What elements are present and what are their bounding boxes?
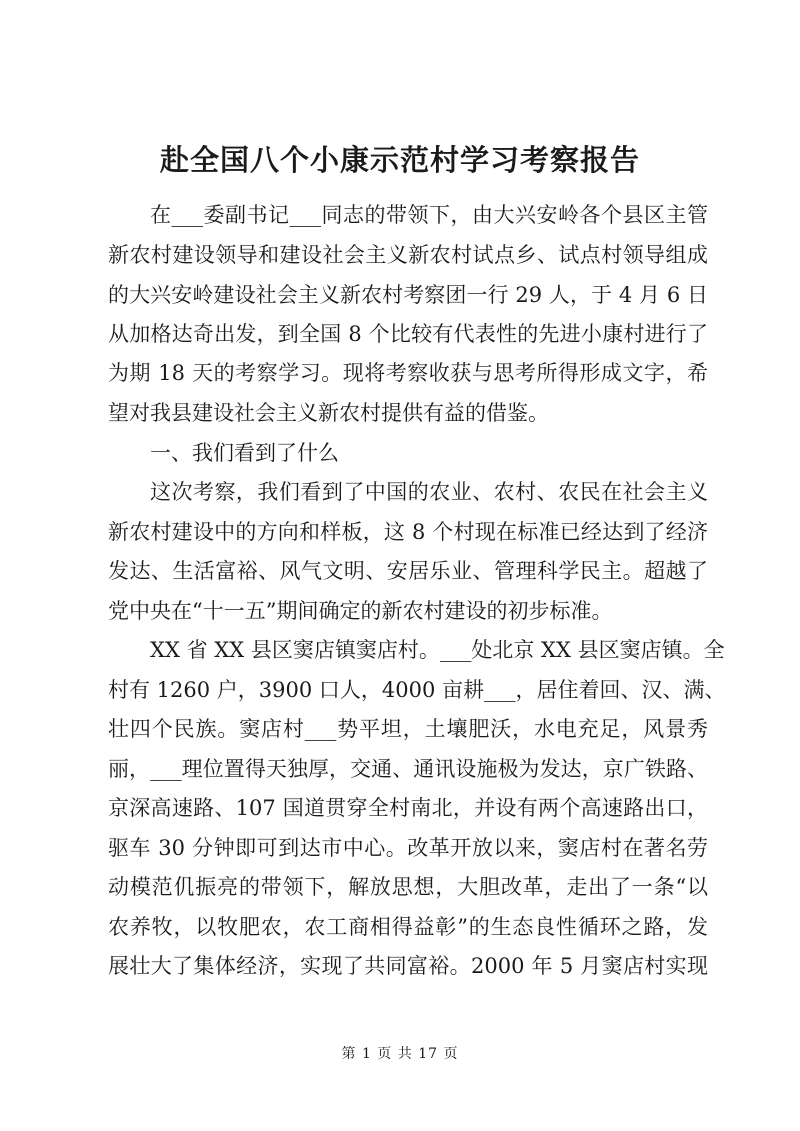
body-line: 驱车 30 分钟即可到达市中心。改革开放以来，窦店村在著名劳 — [108, 836, 708, 860]
body-line: 党中央在“十一五”期间确定的新农村建设的初步标准。 — [108, 599, 613, 623]
body-line: XX 省 XX 县区窦店镇窦店村。___处北京 XX 县区窦店镇。全 — [150, 638, 725, 662]
page-number: 第 1 页 共 17 页 — [341, 1046, 459, 1062]
body-line: 为期 18 天的考察学习。现将考察收获与思考所得形成文字，希 — [108, 361, 708, 385]
body-line: 这次考察，我们看到了中国的农业、农村、农民在社会主义 — [150, 480, 708, 504]
body-line: 在___委副书记___同志的带领下，由大兴安岭各个县区主管 — [150, 203, 708, 227]
body-line: 的大兴安岭建设社会主义新农村考察团一行 29 人，于 4 月 6 日 — [108, 283, 708, 307]
section-heading: 一、我们看到了什么 — [150, 441, 339, 465]
body-line: 壮四个民族。窦店村___势平坦，土壤肥沃，水电充足，风景秀 — [108, 717, 708, 741]
body-line: 新农村建设中的方向和样板，这 8 个村现在标准已经达到了经济 — [108, 520, 708, 544]
body-line: 新农村建设领导和建设社会主义新农村试点乡、试点村领导组成 — [108, 243, 708, 267]
page-title: 赴全国八个小康示范村学习考察报告 — [159, 143, 640, 177]
body-line: 望对我县建设社会主义新农村提供有益的借鉴。 — [108, 401, 549, 425]
body-line: 动模范仉振亮的带领下，解放思想，大胆改革，走出了一条“以 — [108, 875, 708, 899]
body-line: 从加格达奇出发，到全国 8 个比较有代表性的先进小康村进行了 — [108, 322, 708, 346]
body-line: 农养牧，以牧肥农，农工商相得益彰”的生态良性循环之路，发 — [108, 915, 708, 939]
body-line: 京深高速路、107 国道贯穿全村南北，并设有两个高速路出口， — [108, 796, 708, 820]
body-line: 展壮大了集体经济，实现了共同富裕。2000 年 5 月窦店村实现 — [108, 954, 708, 978]
body-line: 村有 1260 户，3900 口人，4000 亩耕___，居住着回、汉、满、 — [108, 678, 726, 702]
body-line: 丽，___理位置得天独厚，交通、通讯设施极为发达，京广铁路、 — [108, 757, 708, 781]
body-line: 发达、生活富裕、风气文明、安居乐业、管理科学民主。超越了 — [108, 559, 708, 583]
